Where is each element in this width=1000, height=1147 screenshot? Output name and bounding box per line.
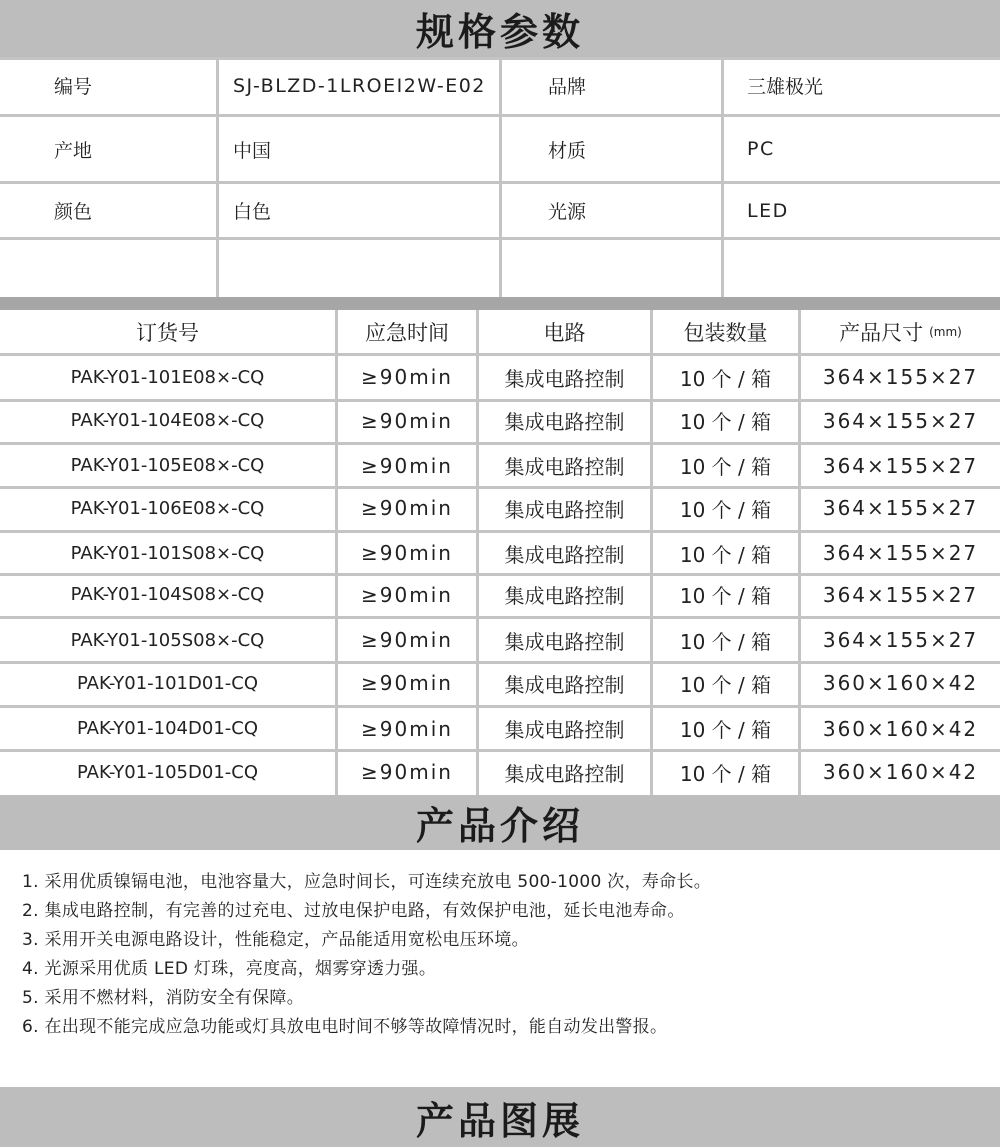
circuit-cell: 集成电路控制 (504, 761, 625, 786)
packaging-cell: 10 个 / 箱 (679, 542, 772, 567)
header-size-label: 产品尺寸 (839, 320, 924, 345)
duration-cell: ≥90min (361, 628, 453, 652)
packaging-cell: 10 个 / 箱 (679, 410, 772, 434)
order-code-cell: PAK-Y01-101S08×-CQ (70, 542, 265, 564)
size-cell: 364×155×27 (822, 582, 979, 607)
order-code-cell: PAK-Y01-104E08×-CQ (70, 410, 265, 431)
spec-label-material: 材质 (548, 139, 587, 162)
circuit-cell: 集成电路控制 (504, 497, 625, 522)
spec-label-color: 颜色 (54, 201, 93, 223)
size-cell: 364×155×27 (822, 408, 979, 433)
duration-cell: ≥90min (361, 760, 453, 784)
spec-label-brand: 品牌 (548, 76, 587, 98)
header-size (801, 310, 1000, 353)
circuit-cell: 集成电路控制 (504, 718, 625, 742)
packaging-cell: 10 个 / 箱 (679, 629, 772, 654)
gallery-section-title: 产品图展 (0, 1087, 1000, 1147)
specs-section-title: 规格参数 (0, 0, 1000, 57)
order-code-cell: PAK-Y01-106E08×-CQ (70, 497, 265, 519)
intro-item: 5. 采用不燃材料，消防安全有保障。 (22, 988, 305, 1008)
duration-cell: ≥90min (361, 671, 453, 695)
intro-item: 2. 集成电路控制，有完善的过充电、过放电保护电路，有效保护电池，延长电池寿命。 (22, 901, 685, 921)
size-cell: 364×155×27 (822, 496, 979, 520)
circuit-cell: 集成电路控制 (504, 410, 625, 434)
spec-table (0, 57, 1000, 297)
spec-grid-line (721, 57, 724, 297)
spec-value-light-source: LED (747, 199, 789, 222)
order-code-cell: PAK-Y01-105D01-CQ (76, 761, 259, 783)
circuit-cell: 集成电路控制 (504, 584, 625, 608)
size-cell: 364×155×27 (822, 541, 979, 565)
spec-grid-line (499, 57, 502, 297)
header-order-code: 订货号 (136, 320, 199, 345)
packaging-cell: 10 个 / 箱 (679, 718, 772, 742)
circuit-cell: 集成电路控制 (504, 629, 625, 654)
spec-value-number: SJ-BLZD-1LROEI2W-E02 (233, 74, 486, 97)
intro-item: 1. 采用优质镍镉电池，电池容量大，应急时间长，可连续充放电 500-1000 次，寿命长。 (22, 872, 712, 892)
order-code-cell: PAK-Y01-101D01-CQ (76, 672, 259, 694)
duration-cell: ≥90min (361, 365, 453, 389)
order-code-cell: PAK-Y01-105S08×-CQ (70, 629, 265, 651)
intro-item: 4. 光源采用优质 LED 灯珠，亮度高，烟雾穿透力强。 (22, 959, 437, 979)
duration-cell: ≥90min (361, 716, 453, 741)
intro-section-title: 产品介绍 (0, 795, 1000, 850)
size-cell: 364×155×27 (822, 453, 979, 478)
duration-cell: ≥90min (361, 582, 453, 607)
packaging-cell: 10 个 / 箱 (679, 497, 772, 522)
packaging-cell: 10 个 / 箱 (679, 455, 772, 479)
packaging-cell: 10 个 / 箱 (679, 584, 772, 608)
size-cell: 364×155×27 (822, 628, 979, 652)
size-cell: 360×160×42 (822, 716, 979, 741)
spec-value-brand: 三雄极光 (747, 76, 824, 98)
circuit-cell: 集成电路控制 (504, 366, 625, 391)
spec-value-origin: 中国 (233, 139, 272, 162)
header-size-unit: (mm) (929, 324, 962, 339)
size-cell: 360×160×42 (822, 760, 979, 784)
spec-label-origin: 产地 (54, 139, 93, 162)
duration-cell: ≥90min (361, 541, 453, 565)
duration-cell: ≥90min (361, 453, 453, 478)
order-code-cell: PAK-Y01-105E08×-CQ (70, 455, 265, 476)
circuit-cell: 集成电路控制 (504, 672, 625, 697)
intro-item: 3. 采用开关电源电路设计，性能稳定，产品能适用宽松电压环境。 (22, 930, 529, 950)
order-code-cell: PAK-Y01-104S08×-CQ (70, 584, 265, 605)
order-code-cell: PAK-Y01-104D01-CQ (76, 718, 259, 739)
header-circuit: 电路 (543, 320, 586, 345)
spec-label-number: 编号 (54, 76, 93, 98)
header-packaging: 包装数量 (683, 320, 768, 345)
intro-list (22, 868, 982, 1042)
size-cell: 364×155×27 (822, 365, 979, 389)
section-divider (0, 297, 1000, 310)
packaging-cell: 10 个 / 箱 (679, 366, 772, 391)
order-code-cell: PAK-Y01-101E08×-CQ (70, 366, 265, 388)
spec-grid-line (216, 57, 219, 297)
header-duration: 应急时间 (365, 320, 449, 345)
order-table (0, 310, 1000, 795)
spec-label-light-source: 光源 (548, 201, 587, 223)
size-cell: 360×160×42 (822, 671, 979, 695)
spec-value-color: 白色 (233, 201, 272, 223)
circuit-cell: 集成电路控制 (504, 455, 625, 479)
intro-item: 6. 在出现不能完成应急功能或灯具放电电时间不够等故障情况时，能自动发出警报。 (22, 1017, 668, 1037)
duration-cell: ≥90min (361, 496, 453, 520)
duration-cell: ≥90min (361, 408, 453, 433)
circuit-cell: 集成电路控制 (504, 542, 625, 567)
packaging-cell: 10 个 / 箱 (679, 672, 772, 697)
spec-value-material: PC (747, 138, 775, 160)
packaging-cell: 10 个 / 箱 (679, 761, 772, 786)
